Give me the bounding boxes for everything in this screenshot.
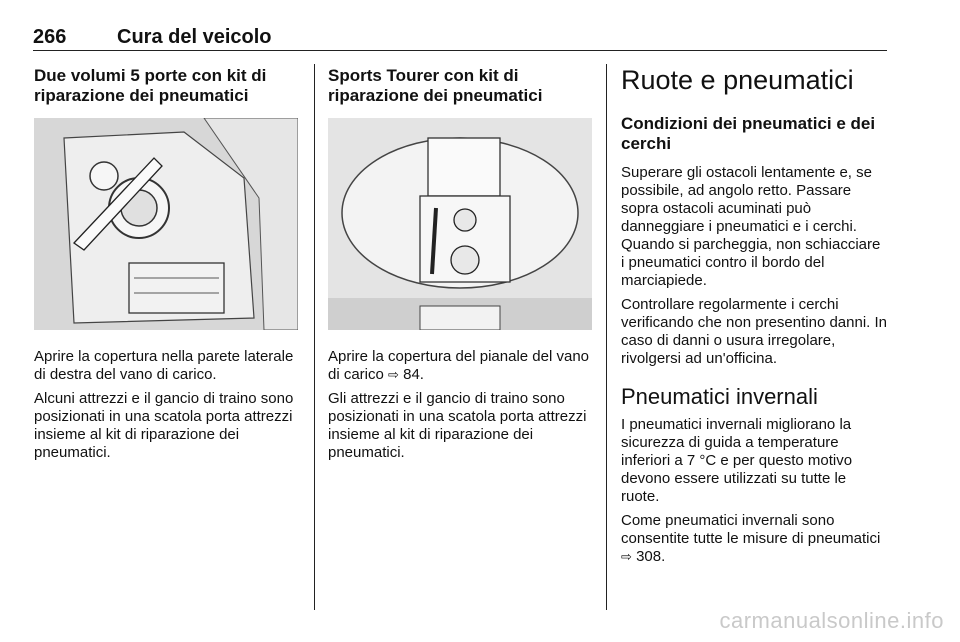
col3-paragraph: I pneumatici invernali migliorano la sicurezza di guida a temperature inferiori a 7 °C e per questo motivo devono essere utilizzati su tutte le ruote.: [621, 416, 853, 505]
section-heading: Pneumatici invernali: [621, 384, 818, 409]
sports-tourer-floor-illustration: [328, 118, 592, 330]
hatchback-compartment-illustration: [34, 118, 298, 330]
watermark: carmanualsonline.info: [719, 608, 944, 633]
col1-paragraph: Aprire la copertura nella parete laterale di destra del vano di carico.: [34, 348, 294, 383]
section-title: Cura del veicolo: [117, 26, 272, 48]
header-rule: [33, 50, 887, 51]
column-2: [328, 66, 594, 468]
page-number: 266: [33, 26, 67, 48]
col3-paragraph: Controllare regolarmente i cerchi verificando che non presentino danni. In caso di danni o usura irregolare, rivolgersi ad un'officina.: [621, 296, 888, 367]
col2-heading: Sports Tourer con kit di riparazione dei pneumatici: [328, 66, 543, 105]
chapter-title: Ruote e pneumatici: [621, 65, 854, 95]
col2-paragraph: [328, 348, 594, 384]
col3-paragraph-text: Come pneumatici invernali sono consentite tutte le misure di pneumatici: [621, 512, 881, 547]
column-divider-1: [314, 64, 315, 610]
col3-paragraph: [621, 512, 887, 566]
column-3: [621, 64, 887, 572]
col3-paragraph: Superare gli ostacoli lentamente e, se possibile, ad angolo retto. Passare sopra ostacoli acuminati può danneggiare i pneumatici e i cerchi. Quando si parcheggia, non schiacciare i pneumatici contro il bordo del marciapiede.: [621, 164, 881, 289]
page-reference-number: 84.: [403, 366, 424, 383]
page-header: [33, 26, 887, 50]
subsection-heading: Condizioni dei pneumatici e dei cerchi: [621, 114, 876, 153]
col1-paragraph: Alcuni attrezzi e il gancio di traino sono posizionati in una scatola porta attrezzi insieme al kit di riparazione dei pneumatici.: [34, 390, 294, 461]
column-divider-2: [606, 64, 607, 610]
col2-paragraph-text: Aprire la copertura del pianale del vano di carico: [328, 348, 589, 383]
page-reference-number: 308.: [636, 548, 666, 565]
col2-paragraph: Gli attrezzi e il gancio di traino sono posizionati in una scatola porta attrezzi insieme al kit di riparazione dei pneumatici.: [328, 390, 587, 461]
column-1: [34, 66, 300, 468]
page-reference-arrow-icon: ⇨: [388, 367, 399, 382]
page-reference-arrow-icon: ⇨: [621, 549, 632, 564]
col1-heading: Due volumi 5 porte con kit di riparazione dei pneumatici: [34, 66, 267, 105]
